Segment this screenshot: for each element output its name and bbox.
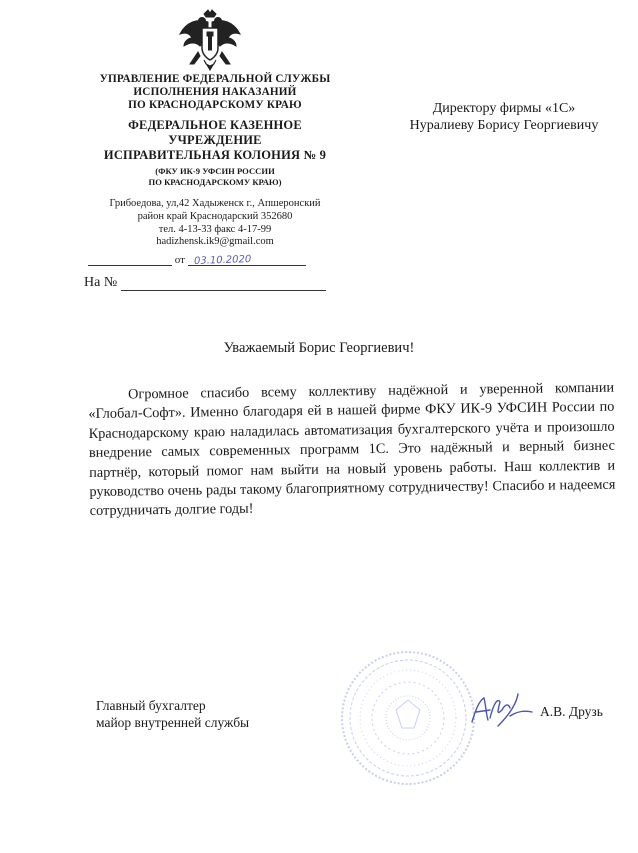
authority-line: ПО КРАСНОДАРСКОМУ КРАЮ [128, 99, 302, 111]
date-field [188, 254, 306, 267]
authority-line: ИСПОЛНЕНИЯ НАКАЗАНИЙ [133, 86, 297, 98]
short-name-line: ПО КРАСНОДАРСКОМУ КРАЮ) [148, 176, 282, 187]
signer-position: Главный бухгалтер [96, 698, 206, 713]
authority-line: УПРАВЛЕНИЕ ФЕДЕРАЛЬНОЙ СЛУЖБЫ [99, 73, 331, 85]
phone-line: тел. 4-13-33 факс 4-17-99 [158, 223, 272, 235]
reference-blank [121, 276, 326, 291]
institution-short-name [70, 166, 360, 187]
signer-role [96, 697, 249, 731]
addressee [384, 100, 624, 134]
date-value: 03.10.2020 [193, 254, 252, 267]
round-stamp-icon [338, 648, 478, 788]
eagle-emblem-icon [178, 8, 242, 74]
signer-rank: майор внутренней службы [96, 715, 250, 730]
date-prefix: от [174, 254, 185, 266]
authority-name [70, 73, 360, 112]
institution-line: ФЕДЕРАЛЬНОЕ КАЗЕННОЕ [128, 118, 302, 132]
letter-body: Огромное спасибо всему коллективу надёжной и уверенной компании «Глобал-Софт». Именно благодаря ей в нашей фирме ФКУ ИК-9 УФСИН России по Краснодарскому краю наладилась автоматизация бухгалтерского учёта и произошло внедрение самых современных программ 1С. Это надёжный и верный бизнес партнёр, который помог нам выйти на новый уровень работы. Наш коллектив и руководство очень рады такому благоприятному сотрудничеству! Спасибо и надеемся сотрудничать долгие годы! [88, 379, 616, 520]
sender-contacts [70, 198, 360, 249]
institution-line: ИСПРАВИТЕЛЬНАЯ КОЛОНИЯ № 9 [103, 148, 327, 162]
date-line [88, 254, 328, 266]
reference-line [84, 275, 344, 291]
institution-line: УЧРЕЖДЕНИЕ [168, 133, 262, 147]
address-line: Грибоедова, ул,42 Хадыженск г., Апшеронский [109, 198, 321, 209]
addressee-name: Нуралиеву Борису Георгиевичу [409, 118, 599, 133]
handwritten-signature-icon [468, 688, 538, 732]
institution-name [70, 118, 360, 163]
reference-label: На № [84, 275, 118, 290]
email-line: hadizhensk.ik9@gmail.com [156, 236, 274, 248]
outgoing-number-blank [88, 265, 172, 266]
salutation: Уважаемый Борис Георгиевич! [223, 340, 415, 356]
signer-name: А.В. Друзь [540, 704, 603, 719]
addressee-position: Директору фирмы «1С» [432, 101, 576, 116]
short-name-line: (ФКУ ИК-9 УФСИН РОССИИ [155, 166, 275, 176]
address-line: район край Краснодарский 352680 [137, 210, 293, 222]
